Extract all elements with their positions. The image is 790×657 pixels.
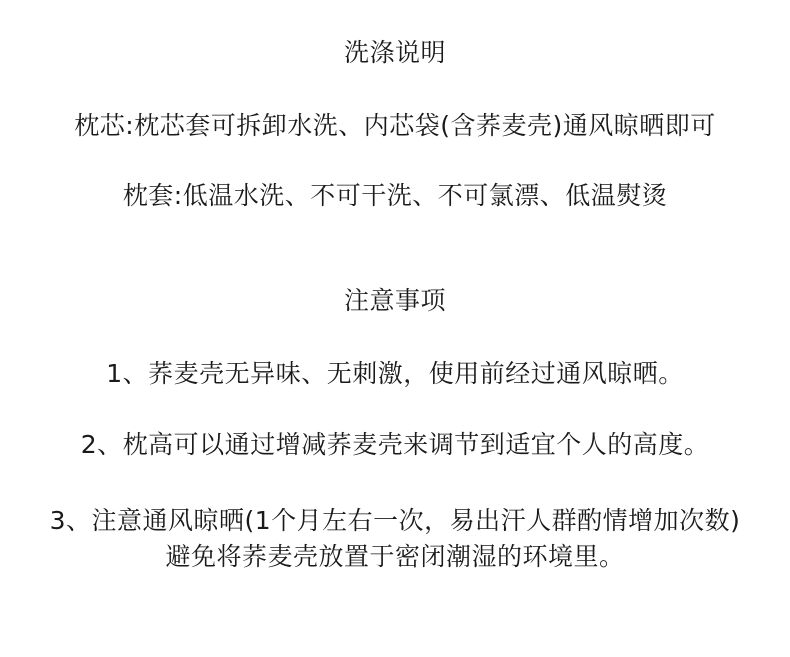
notes-heading: 注意事项 xyxy=(343,286,446,315)
note-item-2: 2、枕高可以通过增减荞麦壳来调节到适宜个人的高度。 xyxy=(80,430,710,459)
note-item-3-continued: 避免将荞麦壳放置于密闭潮湿的环境里。 xyxy=(165,542,625,571)
washing-instructions-heading: 洗涤说明 xyxy=(343,38,446,67)
note-item-1: 1、荞麦壳无异味、无刺激，使用前经过通风晾晒。 xyxy=(106,359,684,388)
washing-line-pillow-core: 枕芯:枕芯套可拆卸水洗、内芯袋(含荞麦壳)通风晾晒即可 xyxy=(74,111,716,140)
washing-line-pillowcase: 枕套:低温水洗、不可干洗、不可氯漂、低温熨烫 xyxy=(122,181,668,210)
note-item-3: 3、注意通风晾晒(1个月左右一次，易出汗人群酌情增加次数) xyxy=(49,506,741,535)
